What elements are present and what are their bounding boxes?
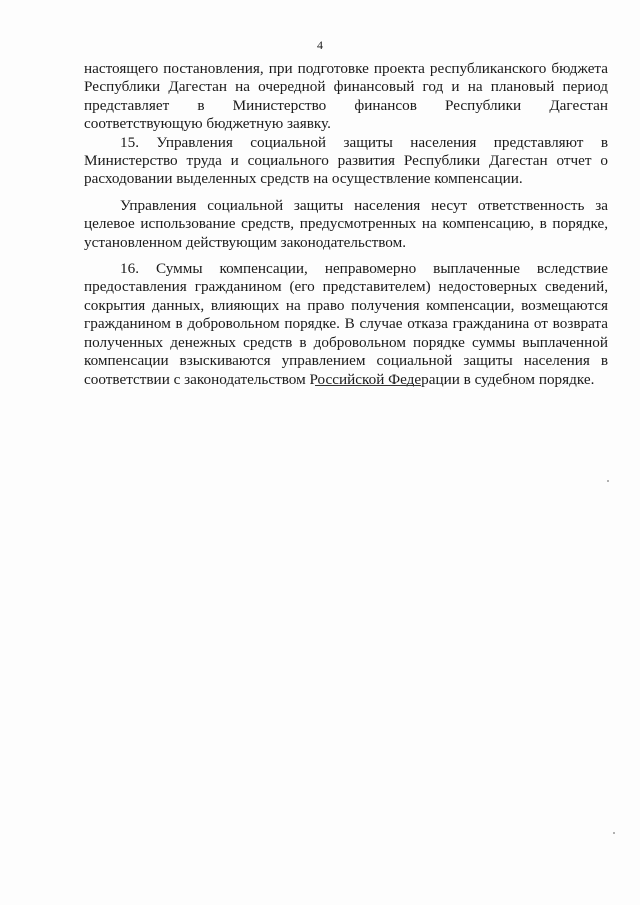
paragraph-responsibility: Управления социальной защиты населения несут ответственность за целевое использование средств, предусмотренных на компенсацию, в порядке, установленном действующим законодательством. [84,196,608,251]
scan-speck [613,832,615,834]
page-number: 4 [317,38,323,52]
end-separator-line [315,385,421,386]
document-body [84,60,608,389]
scan-speck [607,480,609,482]
paragraph-continuation: настоящего постановления, при подготовке проекта республиканского бюджета Республики Дагестан на очередной финансовый год и на плановый период представляет в Министерство финансов Республики Дагестан соответствующую бюджетную заявку. [84,60,608,133]
paragraph-clause-15: 15. Управления социальной защиты населения представляют в Министерство труда и социального развития Республики Дагестан отчет о расходовании выделенных средств на осуществление компенсации. [84,133,608,188]
paragraph-clause-16: 16. Суммы компенсации, неправомерно выплаченные вследствие предоставления гражданином (его представителем) недостоверных сведений, сокрытия данных, влияющих на право получения компенсации, возмещаются гражданином в добровольном порядке. В случае отказа гражданина от возврата полученных денежных средств в добровольном порядке суммы выплаченной компенсации взыскиваются управлением социальной защиты населения в соответствии с законодательством Российской Федерации в судебном порядке. [84,260,608,388]
